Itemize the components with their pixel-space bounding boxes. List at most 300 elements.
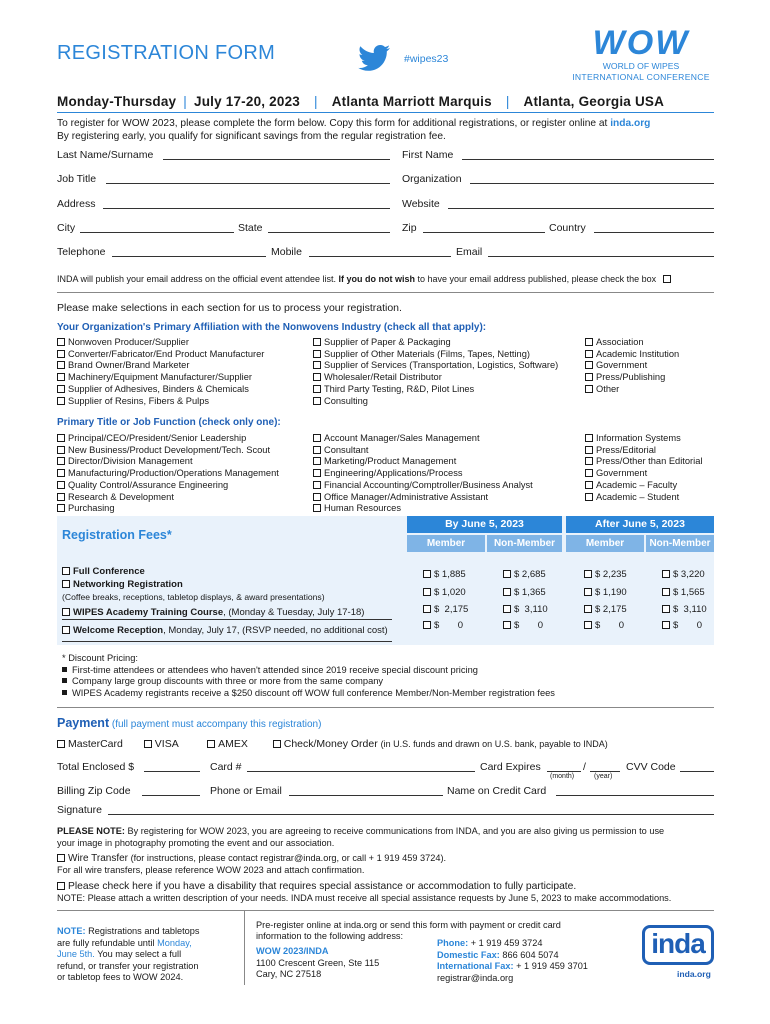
checkbox[interactable] [57, 446, 65, 454]
checkbox-label: Consultant [324, 444, 369, 455]
fee-divider [62, 641, 392, 642]
checkbox-option[interactable] [313, 480, 533, 492]
checkbox-option[interactable] [57, 372, 264, 384]
preregister-line2: information to the following address: [256, 931, 404, 942]
price-value: $ 0 [673, 620, 703, 631]
fee-row-label: WIPES Academy Training Course [73, 607, 224, 618]
checkbox-label: Government [596, 468, 648, 479]
checkbox[interactable] [313, 493, 321, 501]
price-cell[interactable] [584, 620, 624, 631]
checkbox[interactable] [313, 446, 321, 454]
price-checkbox[interactable] [503, 588, 511, 596]
checkbox-option[interactable] [57, 384, 264, 396]
price-value: $ 3,110 [514, 604, 548, 615]
checkbox[interactable] [57, 493, 65, 501]
wow-logo-sub1: WORLD OF WIPES [602, 61, 680, 71]
mastercard-label: MasterCard [68, 738, 123, 750]
price-checkbox[interactable] [503, 570, 511, 578]
check-option[interactable] [273, 738, 378, 750]
checkbox[interactable] [313, 350, 321, 358]
checkbox-option[interactable] [313, 456, 533, 468]
checkbox-label: Supplier of Adhesives, Binders & Chemicals [68, 383, 249, 394]
price-value: $ 1,190 [595, 587, 627, 598]
checkbox-label: Machinery/Equipment Manufacturer/Supplier [68, 372, 252, 383]
checkbox-option[interactable] [57, 433, 279, 445]
checkbox[interactable] [585, 481, 593, 489]
checkbox-option[interactable] [313, 384, 558, 396]
price-checkbox[interactable] [584, 605, 592, 613]
please-note-label: PLEASE NOTE: [57, 826, 125, 836]
hashtag: #wipes23 [404, 53, 449, 65]
checkbox[interactable] [585, 361, 593, 369]
checkbox-label: Manufacturing/Production/Operations Management [68, 468, 279, 479]
checkbox-option[interactable] [313, 360, 558, 372]
name-on-card-field[interactable] [556, 795, 714, 796]
checkbox-label: Marketing/Product Management [324, 456, 457, 467]
price-cell[interactable] [423, 569, 466, 580]
checkbox-option[interactable] [585, 468, 702, 480]
refund-note-e: refund, or transfer your registration [57, 960, 199, 971]
discount-item [62, 665, 555, 677]
domestic-fax-number: 866 604 5074 [499, 949, 559, 960]
price-cell[interactable] [503, 620, 543, 631]
preregister-line1: Pre-register online at inda.org or send this form with payment or credit card [256, 920, 561, 930]
full-conference-checkbox[interactable] [62, 567, 70, 575]
phone-number: + 1 919 459 3724 [468, 938, 543, 948]
contact-numbers [437, 938, 588, 984]
checkbox-label: Third Party Testing, R&D, Pilot Lines [324, 383, 475, 394]
job-function-col3 [585, 433, 702, 503]
discount-text: First-time attendees or attendees who haven't attended since 2019 receive special discount pricing [72, 664, 478, 675]
price-cell[interactable] [584, 587, 627, 598]
billing-zip-label: Billing Zip Code [57, 785, 131, 797]
fee-row-label: Networking Registration [73, 578, 183, 590]
bullet-icon [62, 678, 67, 683]
wipes-academy-checkbox[interactable] [62, 608, 70, 616]
please-note [57, 826, 664, 849]
fee-row-full-conference [62, 566, 325, 605]
checkbox-label: Account Manager/Sales Management [324, 433, 480, 443]
telephone-field[interactable] [112, 256, 266, 257]
checkbox-label: Director/Division Management [68, 456, 193, 467]
price-value: $ 2,235 [595, 569, 627, 580]
wire-transfer-checkbox[interactable] [57, 854, 65, 862]
organization-field[interactable] [470, 183, 714, 184]
affiliation-col3 [585, 337, 679, 396]
checkbox-label: Academic – Faculty [596, 479, 678, 490]
checkbox-label: New Business/Product Development/Tech. Scout [68, 444, 271, 455]
checkbox-option[interactable] [585, 360, 679, 372]
early-nonmember-header: Non-Member [487, 535, 562, 552]
fee-row-welcome-reception [62, 625, 388, 636]
fee-row-wipes-academy [62, 607, 364, 618]
price-checkbox[interactable] [584, 621, 592, 629]
amex-option[interactable] [207, 738, 248, 750]
price-checkbox[interactable] [503, 621, 511, 629]
checkbox-label: Press/Other than Editorial [596, 456, 703, 467]
checkbox[interactable] [57, 469, 65, 477]
checkbox-label: Brand Owner/Brand Marketer [68, 360, 190, 371]
checkbox[interactable] [57, 385, 65, 393]
last-name-label: Last Name/Surname [57, 149, 154, 161]
price-value: $ 1,565 [673, 587, 705, 598]
phone-email-label: Phone or Email [210, 785, 282, 797]
section-rule [57, 292, 714, 293]
cvv-field[interactable] [680, 771, 714, 772]
price-checkbox[interactable] [662, 570, 670, 578]
checkbox[interactable] [585, 457, 593, 465]
telephone-label: Telephone [57, 246, 106, 258]
inda-logo-text: inda [651, 928, 705, 959]
checkbox[interactable] [585, 469, 593, 477]
checkbox-label: Principal/CEO/President/Senior Leadership [68, 433, 247, 443]
checkbox-label: Wholesaler/Retail Distributor [324, 372, 442, 383]
checkbox[interactable] [57, 457, 65, 465]
discount-heading: * Discount Pricing: [62, 653, 138, 663]
wow-logo [566, 24, 716, 82]
payment-heading: Payment [57, 716, 110, 730]
checkbox-label: Consulting [324, 395, 368, 406]
checkbox-option[interactable] [57, 468, 279, 480]
price-checkbox[interactable] [662, 605, 670, 613]
checkbox-option[interactable] [313, 492, 533, 504]
price-value: $ 1,885 [434, 569, 466, 580]
price-checkbox[interactable] [662, 621, 670, 629]
checkbox[interactable] [585, 446, 593, 454]
mastercard-checkbox[interactable] [57, 740, 65, 748]
discount-section [62, 653, 555, 699]
email-label: Email [456, 246, 483, 258]
job-function-col2 [313, 433, 533, 515]
visa-checkbox[interactable] [144, 740, 152, 748]
fee-divider [62, 619, 392, 620]
event-dates: July 17-20, 2023 [193, 94, 301, 109]
check-label: Check/Money Order [283, 738, 378, 750]
price-value: $ 0 [595, 620, 625, 631]
checkbox-option[interactable] [57, 456, 279, 468]
please-note-text: By registering for WOW 2023, you are agreeing to receive communications from INDA, and you are also giving us permission to use [124, 826, 665, 836]
section-rule [57, 707, 714, 708]
checkbox[interactable] [585, 434, 593, 442]
expiry-year-field[interactable] [590, 771, 620, 772]
last-name-field[interactable] [163, 159, 390, 160]
checkbox[interactable] [585, 493, 593, 501]
price-value: $ 0 [514, 620, 544, 631]
event-days: Monday-Thursday [57, 94, 177, 109]
checkbox-label: Converter/Fabricator/End Product Manufacturer [68, 348, 265, 359]
checkbox-label: Government [596, 360, 648, 371]
checkbox[interactable] [313, 457, 321, 465]
bullet-icon [62, 667, 67, 672]
discount-text: Company large group discounts with three or more from the same company [72, 676, 384, 686]
first-name-label: First Name [402, 149, 454, 161]
discount-text: WIPES Academy registrants receive a $250 discount off WOW full conference Member/Non-Member registration fees [72, 687, 555, 698]
networking-checkbox[interactable] [62, 580, 70, 588]
checkbox[interactable] [585, 385, 593, 393]
divider: | [183, 94, 187, 109]
late-nonmember-header: Non-Member [646, 535, 714, 552]
first-name-field[interactable] [462, 159, 714, 160]
checkbox[interactable] [57, 361, 65, 369]
checkbox-option[interactable] [57, 360, 264, 372]
city-field[interactable] [80, 232, 234, 233]
refund-note-b: are fully refundable until [57, 937, 158, 948]
price-checkbox[interactable] [423, 588, 431, 596]
disability-text2: NOTE: Please attach a written description of your needs. INDA must receive all special assistance requests by June 5, 2023 to make accommodations. [57, 892, 672, 903]
price-checkbox[interactable] [662, 588, 670, 596]
card-number-field[interactable] [247, 771, 475, 772]
checkbox-option[interactable] [585, 445, 702, 457]
twitter-bird-icon [357, 44, 391, 74]
checkbox-option[interactable] [585, 384, 679, 396]
checkbox-label: Press/Publishing [596, 372, 666, 383]
checkbox-option[interactable] [585, 492, 702, 504]
checkbox-option[interactable] [57, 445, 279, 457]
inda-link[interactable]: inda.org [610, 118, 651, 129]
check-note: (in U.S. funds and drawn on U.S. bank, payable to INDA) [380, 739, 608, 749]
checkbox-option[interactable] [313, 337, 558, 349]
divider: | [505, 94, 510, 109]
checkbox-label: Information Systems [596, 433, 681, 443]
cvv-label: CVV Code [626, 761, 676, 773]
checkbox-option[interactable] [313, 349, 558, 361]
price-value: $ 3,220 [673, 569, 705, 580]
checkbox-option[interactable] [313, 503, 533, 515]
checkbox-option[interactable] [57, 349, 264, 361]
mailing-address [256, 946, 379, 981]
price-cell[interactable] [662, 604, 707, 615]
price-checkbox[interactable] [584, 570, 592, 578]
divider: | [314, 94, 318, 109]
checkbox[interactable] [313, 481, 321, 489]
checkbox[interactable] [585, 350, 593, 358]
checkbox-label: Supplier of Services (Transportation, Logistics, Software) [324, 360, 559, 371]
price-checkbox[interactable] [423, 621, 431, 629]
checkbox[interactable] [57, 434, 65, 442]
checkbox[interactable] [57, 504, 65, 512]
payment-methods [57, 738, 608, 750]
refund-note-date2: June 5th. [57, 949, 95, 960]
welcome-reception-checkbox[interactable] [62, 626, 70, 634]
visa-option[interactable] [144, 738, 178, 750]
event-city: Atlanta, Georgia USA [523, 94, 665, 109]
checkbox-label: Quality Control/Assurance Engineering [68, 479, 229, 490]
affiliation-col1 [57, 337, 264, 407]
job-title-field[interactable] [106, 183, 390, 184]
checkbox-option[interactable] [57, 503, 279, 515]
checkbox[interactable] [57, 481, 65, 489]
disability-text: Please check here if you have a disability that requires special assistance or accommodation to fully participate. [68, 881, 577, 892]
name-on-card-label: Name on Credit Card [447, 785, 547, 797]
checkbox-option[interactable] [313, 468, 533, 480]
job-title-label: Job Title [57, 173, 97, 185]
checkbox[interactable] [313, 338, 321, 346]
price-cell[interactable] [584, 604, 627, 615]
refund-note [57, 926, 200, 984]
wire-transfer-text: (for instructions, please contact registrar@inda.org, or call + 1 919 459 3724). [128, 853, 447, 863]
checkbox-label: Financial Accounting/Comptroller/Business Analyst [324, 479, 533, 490]
wow-logo-text: WOW [592, 24, 690, 62]
address-field[interactable] [103, 208, 390, 209]
billing-zip-field[interactable] [142, 795, 200, 796]
checkbox-label: Human Resources [324, 503, 401, 514]
fee-row-label: Welcome Reception [73, 625, 164, 636]
checkbox-label: Academic – Student [596, 491, 680, 502]
checkbox-option[interactable] [585, 456, 702, 468]
price-cell[interactable] [662, 620, 702, 631]
affiliation-col2 [313, 337, 558, 407]
checkbox[interactable] [313, 361, 321, 369]
price-cell[interactable] [662, 569, 705, 580]
checkbox-label: Association [596, 337, 644, 347]
checkbox-option[interactable] [585, 480, 702, 492]
checkbox-option[interactable] [57, 337, 264, 349]
card-expires-label: Card Expires [480, 761, 541, 773]
header-rule [57, 112, 714, 113]
price-cell[interactable] [503, 604, 548, 615]
price-cell[interactable] [662, 587, 705, 598]
email-publish-notice [57, 274, 674, 284]
checkbox-option[interactable] [585, 337, 679, 349]
intl-fax-label: International Fax: [437, 961, 514, 972]
mastercard-option[interactable] [57, 738, 123, 750]
checkbox[interactable] [57, 350, 65, 358]
website-field[interactable] [448, 208, 714, 209]
signature-label: Signature [57, 804, 102, 816]
checkbox[interactable] [585, 338, 593, 346]
checkbox[interactable] [313, 434, 321, 442]
checkbox-option[interactable] [57, 480, 279, 492]
signature-field[interactable] [108, 814, 714, 815]
checkbox-label: Press/Editorial [596, 444, 656, 455]
checkbox-option[interactable] [313, 372, 558, 384]
checkbox-label: Nonwoven Producer/Supplier [68, 337, 189, 347]
price-checkbox[interactable] [423, 570, 431, 578]
inda-url[interactable]: inda.org [677, 969, 711, 979]
payment-heading-row [57, 716, 321, 730]
fees-title: Registration Fees* [62, 528, 172, 542]
month-hint: (month) [550, 773, 575, 780]
refund-note-label: NOTE: [57, 926, 86, 936]
early-member-header: Member [407, 535, 485, 552]
registrar-email[interactable]: registrar@inda.org [437, 972, 514, 983]
organization-label: Organization [402, 173, 462, 185]
expiry-month-field[interactable] [547, 771, 581, 772]
checkbox-label: Purchasing [68, 503, 115, 514]
payment-subheading: (full payment must accompany this registration) [111, 719, 322, 730]
total-enclosed-label: Total Enclosed $ [57, 761, 135, 773]
amex-checkbox[interactable] [207, 740, 215, 748]
checkbox-option[interactable] [585, 349, 679, 361]
price-value: $ 2,175 [434, 604, 469, 615]
mobile-label: Mobile [271, 246, 302, 258]
selections-note: Please make selections in each section for us to process your registration. [57, 302, 402, 314]
wire-transfer [57, 853, 446, 876]
amex-label: AMEX [218, 738, 248, 750]
checkbox-label: Office Manager/Administrative Assistant [324, 491, 489, 502]
checkbox[interactable] [57, 373, 65, 381]
wire-transfer-text2: For all wire transfers, please reference WOW 2023 and attach confirmation. [57, 864, 365, 875]
inda-logo [642, 925, 714, 965]
checkbox-option[interactable] [585, 433, 702, 445]
refund-note-date: Monday, [157, 937, 192, 948]
job-function-heading: Primary Title or Job Function (check only one): [57, 417, 281, 428]
country-field[interactable] [594, 232, 714, 233]
checkbox[interactable] [313, 373, 321, 381]
refund-note-a: Registrations and tabletops [85, 926, 200, 936]
checkbox[interactable] [313, 469, 321, 477]
price-value: $ 2,175 [595, 604, 627, 615]
intro-text [57, 118, 650, 143]
phone-email-field[interactable] [289, 795, 443, 796]
price-cell[interactable] [423, 587, 466, 598]
email-notice-c: to have your email address published, please check the box [414, 274, 657, 284]
email-notice-a: INDA will publish your email address on the official event attendee list. [57, 274, 339, 284]
year-hint: (year) [594, 773, 613, 780]
checkbox-option[interactable] [585, 372, 679, 384]
event-venue: Atlanta Marriott Marquis [331, 94, 492, 109]
price-cell[interactable] [423, 620, 463, 631]
checkbox-label: Other [596, 383, 620, 394]
card-number-label: Card # [210, 761, 242, 773]
fees-late-header: After June 5, 2023 [566, 516, 714, 533]
checkbox[interactable] [313, 385, 321, 393]
address-line1: 1100 Crescent Green, Ste 115 [256, 957, 380, 968]
checkbox-option[interactable] [57, 396, 264, 408]
email-field[interactable] [488, 256, 714, 257]
total-enclosed-field[interactable] [144, 771, 200, 772]
checkbox-option[interactable] [313, 433, 533, 445]
price-cell[interactable] [503, 569, 546, 580]
footer-rule [57, 910, 714, 911]
event-info-bar [57, 94, 664, 109]
mobile-field[interactable] [309, 256, 451, 257]
fee-row-detail: , (Monday & Tuesday, July 17-18) [223, 607, 365, 618]
price-cell[interactable] [423, 604, 468, 615]
state-field[interactable] [268, 232, 390, 233]
price-cell[interactable] [584, 569, 627, 580]
disability-notice [57, 881, 671, 904]
checkbox-label: Supplier of Paper & Packaging [324, 337, 451, 347]
checkbox-option[interactable] [57, 492, 279, 504]
price-checkbox[interactable] [423, 605, 431, 613]
country-label: Country [549, 222, 586, 234]
checkbox-label: Research & Development [68, 491, 174, 502]
disability-checkbox[interactable] [57, 882, 65, 890]
job-function-col1 [57, 433, 279, 515]
price-cell[interactable] [503, 587, 546, 598]
checkbox[interactable] [57, 338, 65, 346]
address-name: WOW 2023/INDA [256, 946, 329, 956]
expiry-slash: / [583, 761, 586, 773]
zip-field[interactable] [423, 232, 545, 233]
check-checkbox[interactable] [273, 740, 281, 748]
price-checkbox[interactable] [503, 605, 511, 613]
form-title: REGISTRATION FORM [57, 42, 276, 64]
checkbox-option[interactable] [313, 445, 533, 457]
refund-note-d: You may select a full [94, 949, 182, 960]
checkbox-option[interactable] [313, 396, 558, 408]
discount-item [62, 676, 555, 688]
intro-line2: By registering early, you qualify for significant savings from the regular registration fee. [57, 130, 446, 142]
email-optout-checkbox[interactable] [663, 275, 671, 283]
price-checkbox[interactable] [584, 588, 592, 596]
checkbox[interactable] [585, 373, 593, 381]
checkbox[interactable] [57, 397, 65, 405]
checkbox[interactable] [313, 397, 321, 405]
wire-transfer-label: Wire Transfer [68, 853, 129, 864]
checkbox[interactable] [313, 504, 321, 512]
